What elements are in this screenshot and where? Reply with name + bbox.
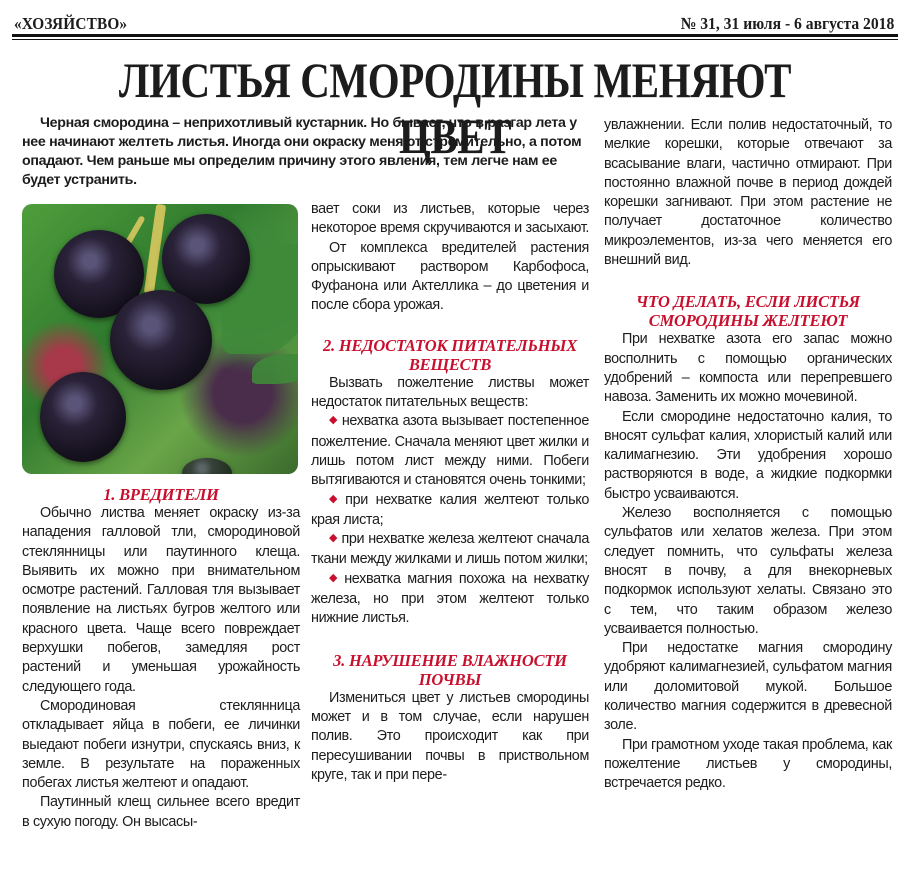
article-title: ЛИСТЬЯ СМОРОДИНЫ МЕНЯЮТ ЦВЕТ — [118, 52, 792, 164]
column-3 — [604, 116, 892, 794]
paragraph-continued: вает соки из листьев, которые через некоторое время скручиваются и засыхают. — [311, 201, 589, 237]
paragraph: Если смородине недостаточно калия, то вносят сульфат калия, хлористый калий или калимагнезию. Эти удобрения хорошо растворяются в воде, а жидкие подкормки быстро усваиваются. — [604, 408, 892, 502]
berry-shape — [110, 290, 212, 390]
masthead-rule-thin — [12, 39, 898, 40]
issue-date: № 31, 31 июля - 6 августа 2018 — [680, 14, 894, 33]
berry-shape — [182, 458, 232, 474]
bullet-diamond-icon: ◆ — [329, 571, 341, 584]
masthead-rule-thick — [12, 34, 898, 37]
bullet-item: ◆ при нехватке железа желтеют сначала ткани между жилками и лишь потом жилки; — [311, 531, 589, 568]
paragraph: При недостатке магния смородину удобряют калимагнезией, сульфатом магния или доломитовой мукой. Большое количество магния содержится в древесной золе. — [604, 640, 892, 734]
section-heading-moisture: 3. НАРУШЕНИЕ ВЛАЖНОСТИ ПОЧВЫ — [333, 650, 567, 689]
section-heading-pests: 1. ВРЕДИТЕЛИ — [103, 485, 219, 504]
paragraph: Смородиновая стеклянница откладывает яйца в побеги, ее личинки выедают побеги изнутри, спускаясь вниз, к земле. В результате на пораженных побегах листья желтеют и опадают. — [22, 697, 300, 792]
paragraph: Паутинный клещ сильнее всего вредит в сухую погоду. Он высасы- — [22, 794, 300, 830]
paragraph-continued: увлажнении. Если полив недостаточный, то мелкие корешки, которые отвечают за всасывание влаги, частично отмирают. При постоянно влажной почве в период дождей корешки загнивают. При этом растение не получает достаточное количество микроэлементов, из-за чего меняется его внешний вид. — [604, 117, 892, 269]
article-lead: Черная смородина – неприхотливый кустарник. Но бывает, что в разгар лета у нее начинают желтеть листья. Иногда они окраску меняют стремительно, а потом опадают. Чем раньше мы определим причину этого явления, тем легче нам ее будет устранить. — [22, 115, 582, 188]
paragraph: При нехватке азота его запас можно восполнить с помощью органических удобрений – компоста или перепревшего навоза. Заменить их можно мочевиной. — [604, 331, 892, 406]
bullet-item: ◆ нехватка магния похожа на нехватку железа, но при этом желтеют только нижние листья. — [311, 570, 589, 627]
bullet-diamond-icon: ◆ — [329, 492, 342, 505]
currant-photo — [22, 204, 298, 474]
bullet-diamond-icon: ◆ — [329, 532, 338, 545]
berry-shape — [162, 214, 250, 304]
masthead — [14, 8, 894, 36]
bullet-item: ◆ нехватка азота вызывает постепенное пожелтение. Сначала меняют цвет жилки и лишь потом лист между ними. Побеги вытягиваются и становятся очень тонкими; — [311, 413, 589, 489]
paragraph: При грамотном уходе такая проблема, как пожелтение листьев у смородины, встречается редко. — [604, 736, 892, 792]
paragraph: Измениться цвет у листьев смородины может и в том случае, если нарушен полив. Это происходит как при пересушивании почвы в приствольном круге, так и при пере- — [311, 689, 589, 783]
bullet-diamond-icon: ◆ — [329, 414, 338, 427]
paragraph: От комплекса вредителей растения опрыскивают раствором Карбофоса, Фуфанона или Актеллика – до цветения и после сбора урожая. — [311, 239, 589, 314]
berry-shape — [40, 372, 126, 462]
bullet-item: ◆ при нехватке калия желтеют только края листа; — [311, 491, 589, 528]
paragraph: Обычно листва меняет окраску из-за нападения галловой тли, смородиновой стеклянницы или паутинного клеща. Выявить их можно при внимательном осмотре растений. Галловая тля вызывает появление на листьях бугров желтого или красного цвета. Чаще всего повреждает верхушки побегов, замедляя рост растений и уменьшая урожайность следующего года. — [22, 505, 300, 695]
section-heading-remedy: ЧТО ДЕЛАТЬ, ЕСЛИ ЛИСТЬЯ СМОРОДИНЫ ЖЕЛТЕЮТ — [636, 292, 860, 331]
leaf-shape — [252, 354, 298, 384]
column-1 — [22, 485, 300, 832]
paragraph: Вызвать пожелтение листвы может недостаток питательных веществ: — [311, 374, 589, 411]
paragraph: Железо восполняется с помощью сульфатов или хелатов железа. При этом следует помнить, что сульфаты железа вносят в почву, а для внекорневых подкормок используют хелаты. Связано это с тем, что таким образом железо усваивается полностью. — [604, 505, 892, 637]
publication-name: «ХОЗЯЙСТВО» — [14, 14, 128, 33]
section-heading-nutrients: 2. НЕДОСТАТОК ПИТАТЕЛЬНЫХ ВЕЩЕСТВ — [322, 335, 578, 374]
column-2 — [311, 200, 589, 785]
